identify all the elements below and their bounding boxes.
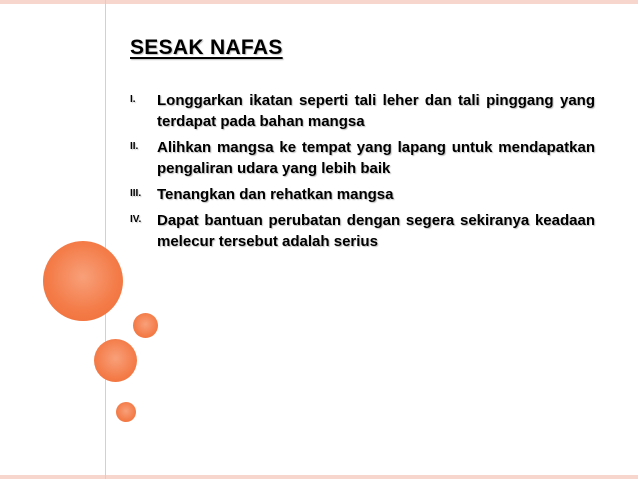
decorative-circle-medium (94, 339, 137, 382)
list-item-text: Dapat bantuan perubatan dengan segera sekiranya keadaan melecur tersebut adalah serius (157, 212, 595, 250)
decorative-circle-small (133, 313, 158, 338)
list-item-text: Longgarkan ikatan seperti tali leher dan tali pinggang yang terdapat pada bahan mangsa (157, 92, 595, 130)
list-marker: III. (130, 188, 142, 199)
list-item (130, 210, 595, 252)
bottom-border (0, 475, 638, 479)
list-marker: I. (130, 94, 136, 105)
list-item (130, 90, 595, 132)
numbered-list (130, 90, 595, 257)
list-item-text: Tenangkan dan rehatkan mangsa (157, 186, 394, 203)
list-item (130, 184, 595, 205)
list-marker: II. (130, 141, 139, 152)
list-item-text: Alihkan mangsa ke tempat yang lapang untuk mendapatkan pengaliran udara yang lebih baik (157, 139, 595, 177)
decorative-circle-large (43, 241, 123, 321)
slide-title: SESAK NAFAS (130, 36, 283, 59)
list-marker: IV. (130, 214, 142, 225)
top-border (0, 0, 638, 4)
decorative-circle-tiny (116, 402, 136, 422)
vertical-divider (105, 0, 106, 479)
list-item (130, 137, 595, 179)
